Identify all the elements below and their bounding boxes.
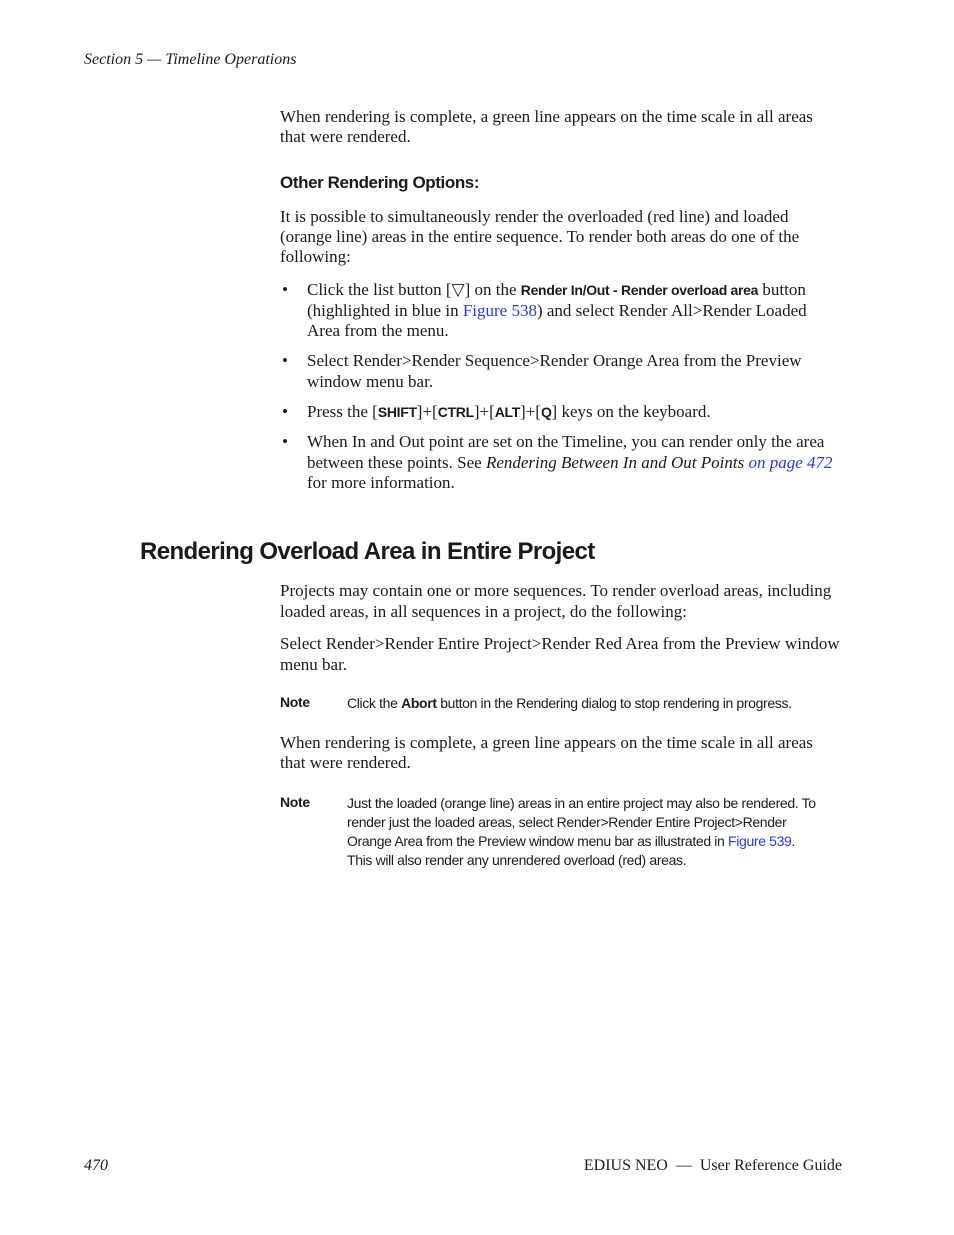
cross-reference-title: Rendering Between In and Out Points (485, 452, 745, 472)
bullet-3-text: ] keys on the keyboard. (551, 402, 711, 421)
section-paragraph-2: Select Render>Render Entire Project>Render Red Area from the Preview window menu bar. (280, 634, 840, 674)
bullet-dot: • (282, 351, 288, 370)
key-alt: ALT (494, 404, 521, 420)
list-button-icon: ▽ (451, 280, 465, 299)
page-472-link[interactable]: on page 472 (744, 452, 833, 472)
bullet-1-text: button (highlighted in blue in (307, 280, 806, 320)
running-header: Section 5 — Timeline Operations (84, 51, 297, 68)
list-item (307, 402, 842, 423)
list-item (307, 280, 842, 342)
render-button-name: Render In/Out - Render overload area (520, 282, 759, 298)
key-shift: SHIFT (377, 404, 417, 420)
note-1-text: button in the Rendering dialog to stop rendering in progress. (436, 695, 792, 711)
key-separator: ]+[ (416, 402, 438, 421)
bullet-dot: • (282, 432, 288, 451)
subheading-other-options: Other Rendering Options: (280, 173, 480, 192)
key-separator: ]+[ (520, 402, 541, 421)
section-paragraph-1: Projects may contain one or more sequences. To render overload areas, including loaded areas, in all sequences in a project, do the following: (280, 581, 832, 621)
note-2-text: . This will also render any unrendered overload (red) areas. (347, 833, 796, 868)
bullet-1-text: Click the list button [ (307, 280, 452, 299)
key-ctrl: CTRL (437, 404, 474, 420)
bullet-1-text: ) and select Render All>Render Loaded Area from the menu. (307, 300, 807, 340)
note-text (347, 794, 817, 870)
note-label: Note (280, 694, 310, 710)
bullet-3-text: Press the [ (307, 402, 378, 421)
note-1-text: Click the (347, 695, 402, 711)
intro-paragraph: When rendering is complete, a green line appears on the time scale in all areas that were rendered. (280, 107, 813, 146)
note-label: Note (280, 794, 310, 810)
key-separator: ]+[ (473, 402, 495, 421)
figure-539-link[interactable]: Figure 539 (728, 833, 792, 849)
list-item: Select Render>Render Sequence>Render Orange Area from the Preview window menu bar. (307, 351, 802, 391)
bullet-1-text: ] on the (464, 280, 521, 299)
page-number: 470 (84, 1157, 108, 1174)
note-text (347, 694, 842, 713)
figure-538-link[interactable]: Figure 538 (462, 300, 537, 320)
bullet-dot: • (282, 280, 288, 299)
list-item (307, 432, 842, 494)
abort-button-name: Abort (401, 695, 437, 711)
bullet-dot: • (282, 402, 288, 421)
section-title: Rendering Overload Area in Entire Project (140, 538, 595, 565)
bullet-4-text: When In and Out point are set on the Timeline, you can render only the area between these points. See (307, 432, 825, 472)
options-paragraph: It is possible to simultaneously render the overloaded (red line) and loaded (orange line) areas in the entire sequence. To render both areas do one of the following: (280, 207, 800, 266)
key-q: Q (540, 404, 552, 420)
bullet-4-text: for more information. (307, 473, 455, 492)
section-paragraph-3: When rendering is complete, a green line appears on the time scale in all areas that were rendered. (280, 733, 813, 772)
footer-guide-title: EDIUS NEO — User Reference Guide (583, 1157, 842, 1174)
note-2-text: Just the loaded (orange line) areas in an entire project may also be rendered. To render just the loaded areas, select Render>Render Entire Project>Render Orange Area from the Preview window menu bar as illustrated in (347, 795, 816, 849)
